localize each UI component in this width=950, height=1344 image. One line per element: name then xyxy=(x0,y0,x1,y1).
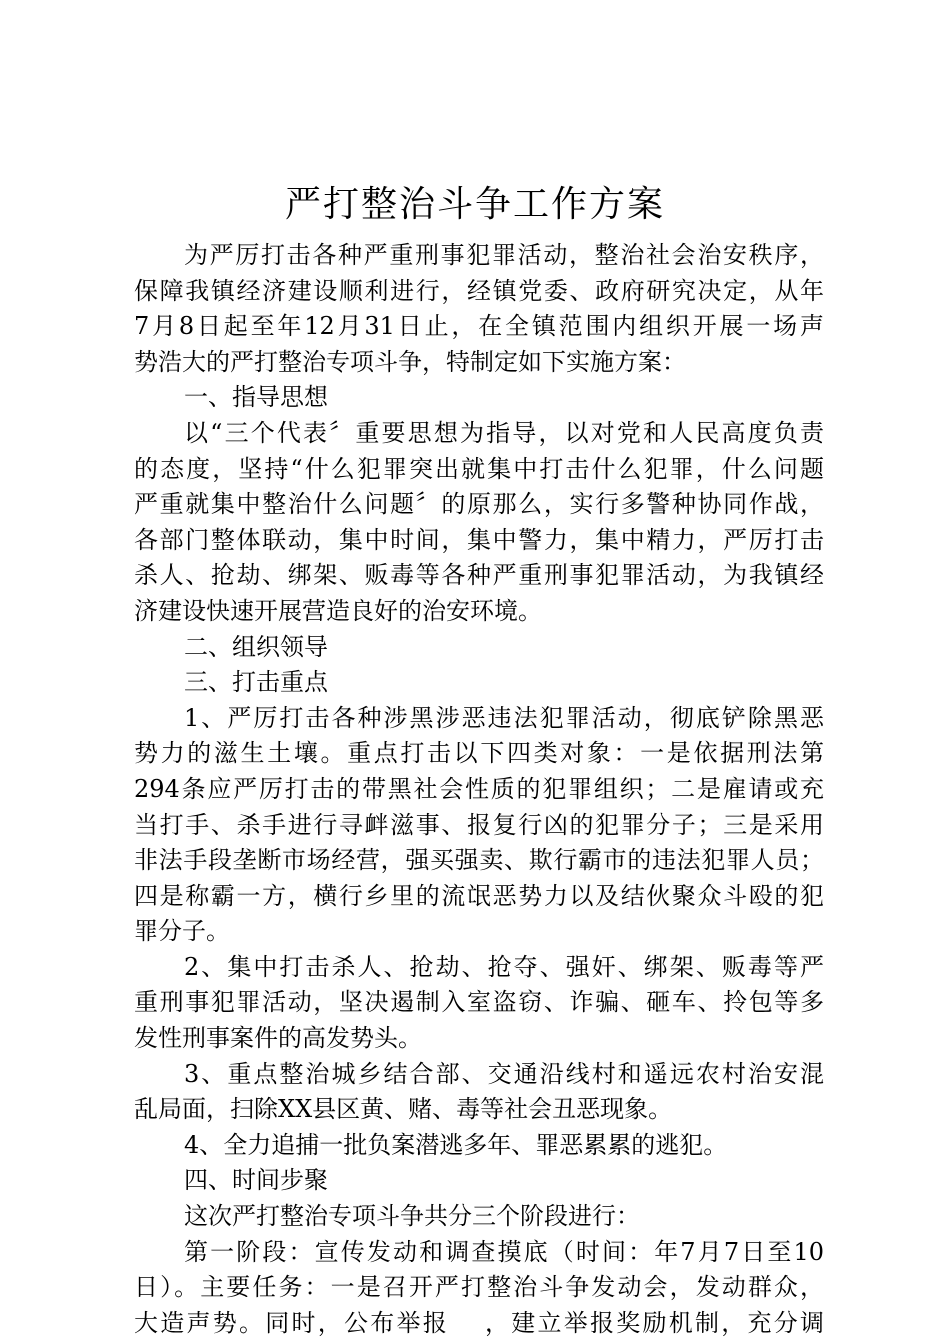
text-line: 7月8日起至年12月31日止，在全镇范围内组织开展一场声 xyxy=(134,312,824,341)
text-line: 一、指导思想 xyxy=(184,383,328,412)
text-line: 4、全力追捕一批负案潜逃多年、罪恶累累的逃犯。 xyxy=(184,1130,728,1159)
text-line: 大造声势。同时，公布举报 ，建立举报奖励机制，充分调 xyxy=(134,1308,824,1337)
text-line: 保障我镇经济建设顺利进行，经镇党委、政府研究决定，从年 xyxy=(134,276,824,305)
document-title: 严打整治斗争工作方案 xyxy=(284,184,665,225)
text-line: 1、严厉打击各种涉黑涉恶违法犯罪活动，彻底铲除黑恶 xyxy=(184,703,824,732)
text-line: 乱局面，扫除XX县区黄、赌、毒等社会丑恶现象。 xyxy=(134,1095,673,1124)
text-line: 四、时间步聚 xyxy=(184,1166,328,1195)
text-line: 杀人、抢劫、绑架、贩毒等各种严重刑事犯罪活动，为我镇经 xyxy=(134,561,824,590)
text-line: 日）。主要任务：一是召开严打整治斗争发动会，发动群众， xyxy=(134,1273,824,1302)
text-line: 重刑事犯罪活动，坚决遏制入室盗窃、诈骗、砸车、拎包等多 xyxy=(134,988,824,1017)
text-line: 为严厉打击各种严重刑事犯罪活动，整治社会治安秩序， xyxy=(184,241,824,269)
text-line: 发性刑事案件的高发势头。 xyxy=(134,1024,422,1053)
text-line: 的态度，坚持“什么犯罪突出就集中打击什么犯罪，什么问题 xyxy=(134,454,824,483)
text-line: 这次严打整治专项斗争共分三个阶段进行： xyxy=(184,1202,640,1231)
text-line: 3、重点整治城乡结合部、交通沿线村和遥远农村治安混 xyxy=(184,1059,824,1088)
text-line: 四是称霸一方，横行乡里的流氓恶势力以及结伙聚众斗殴的犯 xyxy=(134,881,824,910)
text-line: 势浩大的严打整治专项斗争，特制定如下实施方案： xyxy=(134,347,686,376)
text-line: 罪分子。 xyxy=(134,917,230,946)
text-line: 各部门整体联动，集中时间，集中警力，集中精力，严厉打击 xyxy=(134,525,824,554)
text-line: 当打手、杀手进行寻衅滋事、报复行凶的犯罪分子；三是采用 xyxy=(134,810,824,839)
text-line: 第一阶段：宣传发动和调查摸底（时间：年7月7日至10 xyxy=(184,1237,824,1266)
text-line: 二、组织领导 xyxy=(184,632,328,661)
document-body xyxy=(134,238,824,1341)
text-line: 以“三个代表〞重要思想为指导，以对党和人民高度负责 xyxy=(184,418,824,447)
text-line: 势力的滋生土壤。重点打击以下四类对象：一是依据刑法第 xyxy=(134,739,824,768)
text-line: 294条应严厉打击的带黑社会性质的犯罪组织；二是雇请或充 xyxy=(134,774,824,803)
text-line: 非法手段垄断市场经营，强买强卖、欺行霸市的违法犯罪人员； xyxy=(134,846,824,875)
text-line: 2、集中打击杀人、抢劫、抢夺、强奸、绑架、贩毒等严 xyxy=(184,952,824,981)
text-line: 济建设快速开展营造良好的治安环境。 xyxy=(134,596,542,625)
text-line: 严重就集中整治什么问题〞的原那么，实行多警种协同作战， xyxy=(134,490,824,519)
text-line: 三、打击重点 xyxy=(184,668,328,697)
